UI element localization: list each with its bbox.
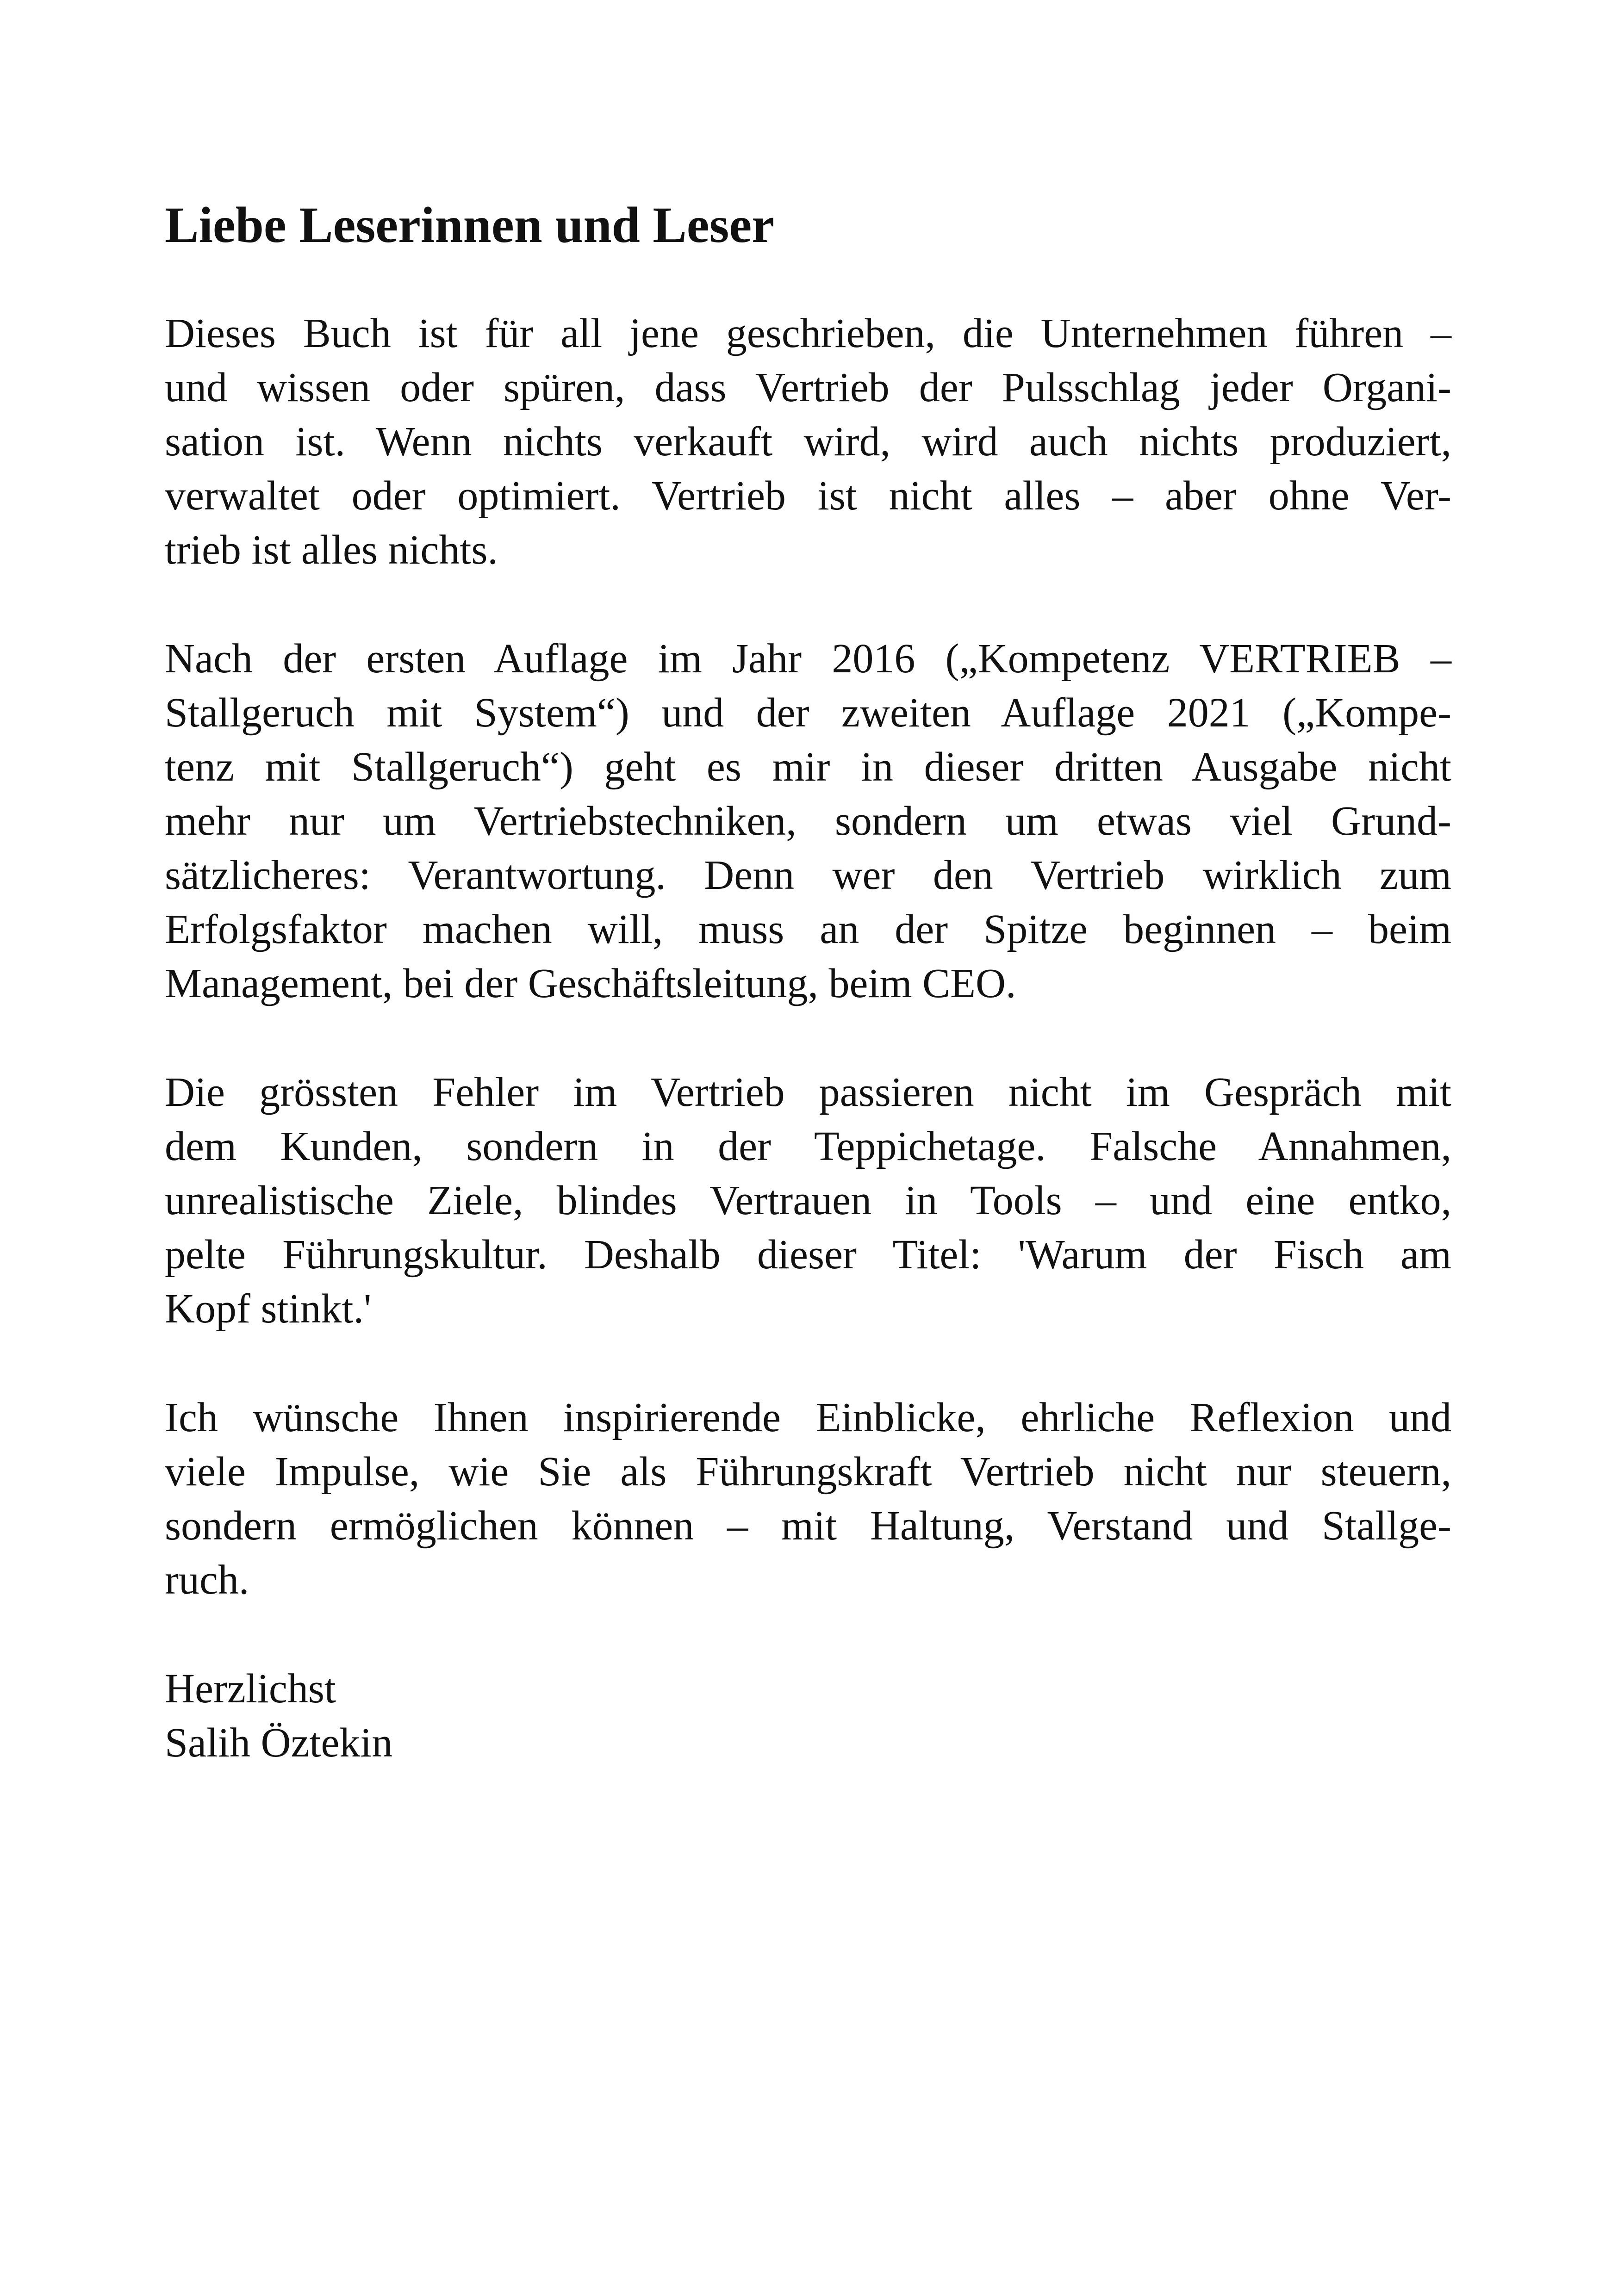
- text-line: unrealistische Ziele, blindes Vertrauen in Tools – und eine entko,: [165, 1178, 1451, 1223]
- paragraph-4: [165, 1390, 1451, 1607]
- paragraph-1: [165, 306, 1451, 577]
- text-line: viele Impulse, wie Sie als Führungskraft Vertrieb nicht nur steuern,: [165, 1449, 1451, 1495]
- paragraph-3: [165, 1065, 1451, 1336]
- text-line: Erfolgsfaktor machen will, muss an der Spitze beginnen – beim: [165, 906, 1451, 952]
- text-line: mehr nur um Vertriebstechniken, sondern um etwas viel Grund-: [165, 798, 1451, 844]
- text-line: Ich wünsche Ihnen inspirierende Einblicke, ehrliche Reflexion und: [165, 1395, 1451, 1440]
- text-line: ruch.: [165, 1557, 249, 1603]
- closing-signature: [165, 1662, 1451, 1770]
- page-title: Liebe Leserinnen und Leser: [165, 197, 774, 253]
- text-line: tenz mit Stallgeruch“) geht es mir in dieser dritten Ausgabe nicht: [165, 744, 1451, 790]
- text-line: Dieses Buch ist für all jene geschrieben, die Unternehmen führen –: [165, 310, 1451, 356]
- text-line: und wissen oder spüren, dass Vertrieb der Pulsschlag jeder Organi-: [165, 365, 1451, 410]
- text-line: sätzlicheres: Verantwortung. Denn wer den Vertrieb wirklich zum: [165, 852, 1451, 898]
- text-line: Die grössten Fehler im Vertrieb passieren nicht im Gespräch mit: [165, 1069, 1451, 1115]
- text-line: pelte Führungskultur. Deshalb dieser Titel: 'Warum der Fisch am: [165, 1232, 1451, 1278]
- text-line: Stallgeruch mit System“) und der zweiten Auflage 2021 („Kompe-: [165, 690, 1451, 736]
- text-line: verwaltet oder optimiert. Vertrieb ist nicht alles – aber ohne Ver-: [165, 473, 1451, 519]
- letter-body: [165, 194, 1451, 1824]
- text-line: Management, bei der Geschäftsleitung, beim CEO.: [165, 961, 1016, 1006]
- text-line: sondern ermöglichen können – mit Haltung, Verstand und Stallge-: [165, 1503, 1451, 1549]
- text-line: dem Kunden, sondern in der Teppichetage. Falsche Annahmen,: [165, 1123, 1451, 1169]
- text-line: trieb ist alles nichts.: [165, 527, 498, 573]
- closing-greeting: Herzlichst: [165, 1666, 336, 1712]
- text-line: Kopf stinkt.': [165, 1286, 372, 1332]
- text-line: sation ist. Wenn nichts verkauft wird, wird auch nichts produziert,: [165, 419, 1451, 465]
- paragraph-2: [165, 632, 1451, 1011]
- author-name: Salih Öztekin: [165, 1720, 393, 1766]
- text-line: Nach der ersten Auflage im Jahr 2016 („Kompetenz VERTRIEB –: [165, 636, 1451, 682]
